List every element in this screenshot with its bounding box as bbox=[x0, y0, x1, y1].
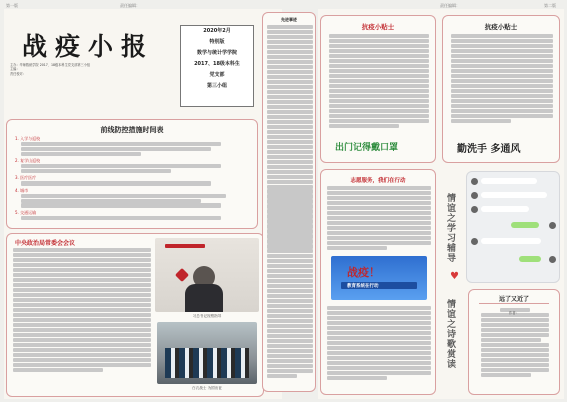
chat-bubble bbox=[481, 206, 529, 212]
avatar bbox=[549, 256, 556, 263]
issue-school: 数学与统计学学院 bbox=[196, 50, 237, 56]
poem-author: 作者： bbox=[508, 311, 520, 315]
banner-image-text: 战疫！ bbox=[347, 266, 380, 279]
tips-body bbox=[329, 34, 429, 129]
chat-bubble bbox=[481, 192, 547, 198]
volunteer-title: 志愿服务，我们在行动 bbox=[350, 178, 406, 184]
heroic-deeds-body bbox=[267, 25, 313, 379]
timeline-item: 4. 城市 bbox=[15, 187, 29, 193]
meeting-title: 中央政治局常委会会议 bbox=[15, 240, 76, 247]
volunteer-section bbox=[320, 169, 436, 395]
chat-bubble bbox=[481, 238, 541, 244]
masthead-info-line: 主编： bbox=[10, 67, 20, 72]
page-number-right: 第二版 bbox=[544, 3, 556, 8]
tips-banner: 出门记得戴口罩 bbox=[335, 143, 399, 153]
tips-body-2 bbox=[451, 34, 553, 124]
volunteer-banner-image bbox=[331, 256, 427, 300]
timeline-section bbox=[6, 119, 258, 229]
left-page bbox=[4, 9, 282, 399]
avatar bbox=[471, 178, 478, 185]
avatar bbox=[471, 206, 478, 213]
photo-caption: 白衣战士 为国出征 bbox=[192, 386, 222, 390]
chat-bubble bbox=[481, 178, 537, 184]
avatar bbox=[549, 222, 556, 229]
timeline-list bbox=[15, 136, 251, 221]
page-number-left: 第一版 bbox=[6, 3, 18, 8]
photo-caption: 习总书记视察指导 bbox=[192, 314, 222, 318]
avatar bbox=[471, 238, 478, 245]
issue-party: 党支部 bbox=[209, 72, 225, 78]
issue-date: 2020年2月 bbox=[203, 28, 231, 34]
meeting-section bbox=[6, 233, 264, 397]
chat-bubble-self bbox=[519, 256, 541, 262]
heroic-deeds-title: 先进事迹 bbox=[281, 17, 297, 22]
masthead-info-line: 主办：华师数统学院 2017、18级本科生党支部第三小组 bbox=[10, 63, 91, 67]
masthead-info bbox=[10, 63, 180, 76]
study-vertical-title: 情谊之学习辅导 bbox=[445, 193, 455, 263]
tips-banner-2: 勤洗手 多通风 bbox=[457, 144, 521, 155]
issue-branch: 2017、18级本科生 bbox=[194, 61, 240, 67]
right-page bbox=[318, 9, 564, 399]
timeline-item: 2. 复学山返校 bbox=[15, 158, 41, 164]
volunteer-body bbox=[327, 186, 431, 251]
meeting-body bbox=[13, 248, 151, 373]
volunteer-body-2 bbox=[327, 306, 431, 381]
banner-image-subtext: 教育系统在行动 bbox=[347, 284, 379, 289]
leader-photo bbox=[155, 238, 259, 312]
timeline-item: 3. 医疗医疗 bbox=[15, 175, 37, 181]
newspaper-title: 战疫小报 bbox=[22, 32, 155, 61]
masthead-info-line: 责任校对： bbox=[10, 71, 26, 76]
timeline-item: 5. 交通运输 bbox=[15, 209, 37, 215]
heroic-deeds-section bbox=[262, 12, 316, 392]
issue-group: 第三小组 bbox=[206, 83, 227, 89]
chat-bubble-self bbox=[511, 222, 539, 228]
tips-section bbox=[320, 15, 436, 163]
poem-body bbox=[481, 308, 549, 378]
timeline-title: 前线防控措施时间表 bbox=[100, 126, 164, 134]
issue-edition: 特别版 bbox=[209, 39, 225, 45]
poem-section bbox=[468, 289, 560, 395]
poem-title: 远了又近了 bbox=[498, 296, 529, 303]
poem-vertical-title: 情谊之诗歌赏读 bbox=[445, 299, 455, 369]
tips-title-2: 抗疫小贴士 bbox=[484, 23, 518, 31]
tips-title: 抗疫小贴士 bbox=[361, 23, 395, 31]
chat-screenshot bbox=[466, 171, 560, 283]
heart-icon: ♥ bbox=[450, 271, 459, 282]
medical-team-photo bbox=[157, 322, 257, 384]
credit-left: 责任编辑： bbox=[120, 3, 140, 8]
avatar bbox=[471, 192, 478, 199]
tips-section-2 bbox=[442, 15, 560, 163]
credit-right: 责任编辑： bbox=[440, 3, 460, 8]
timeline-item: 1. 入学与返校 bbox=[15, 136, 41, 141]
issue-box bbox=[180, 25, 254, 107]
